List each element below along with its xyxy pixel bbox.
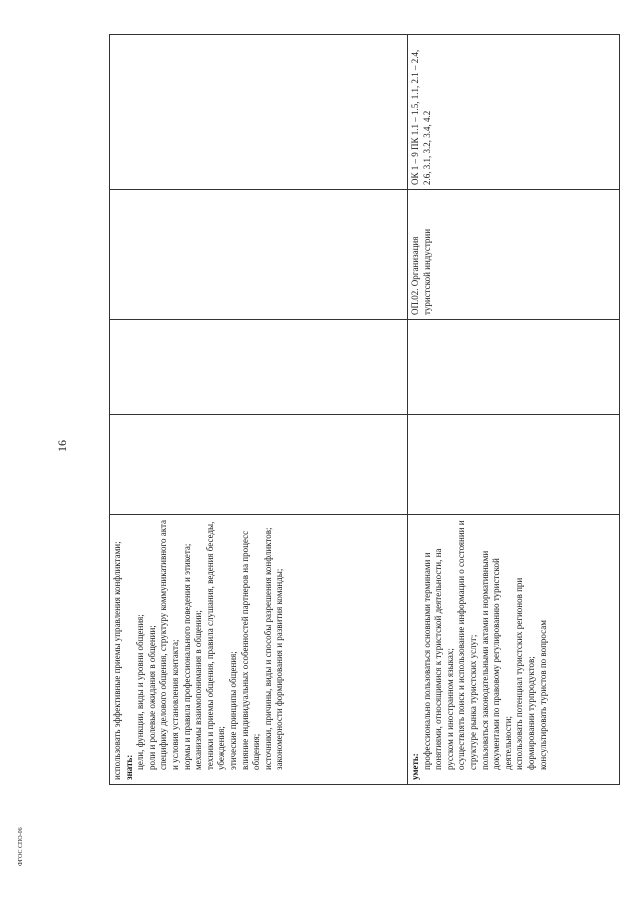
content-line: влияние индивидуальных особенностей партнеров на процесс общения;: [239, 530, 262, 770]
content-line: знать:: [123, 754, 134, 780]
content-line: этические принципы общения;: [227, 651, 238, 770]
content-line: цели, функции, виды и уровни общения;: [135, 614, 146, 770]
cell-empty: [110, 320, 408, 415]
page-number: 16: [55, 440, 69, 452]
content-line: роли и ролевые ожидания в общении;: [146, 625, 157, 770]
cell-discipline: ОП.02. Организация туристской индустрии: [408, 190, 620, 320]
cell-content-upper: [110, 515, 408, 785]
content-line: нормы и правила профессионального поведения и этикета;: [181, 543, 192, 770]
content-table: [109, 34, 620, 785]
content-line: использовать эффективные приемы управления конфликтами;: [112, 541, 122, 780]
cell-empty: [110, 190, 408, 320]
content-line: техники и приемы общения, правила слушания, ведения беседы, убеждения;: [204, 521, 227, 770]
content-line: механизмы взаимопонимания в общении;: [193, 610, 204, 770]
table-row-lower: [408, 35, 620, 785]
cell-competencies: ОК 1 – 9 ПК 1.1 – 1.5, 1.1, 2.1 – 2.4, 2.6, 3.1, 3.2, 3.4, 4.2: [408, 35, 620, 190]
content-line: осуществлять поиск и использование информации о состоянии и структуре рынка туристских услуг;: [456, 520, 478, 770]
footer-code: ФГОС СПО-06: [18, 827, 24, 866]
content-line: источники, причины, виды и способы разрешения конфликтов;: [262, 527, 273, 770]
cell-empty: [408, 320, 620, 415]
content-line: уметь:: [410, 753, 420, 780]
cell-empty: [408, 415, 620, 515]
cell-empty: [110, 35, 408, 190]
content-line: пользоваться законодательными актами и нормативными документами по правовому регулированию туристской деятельности;: [479, 550, 513, 770]
table-row-upper: [110, 35, 408, 785]
rotated-table: [109, 35, 619, 785]
content-line: консультировать туристов по вопросам: [537, 620, 548, 770]
content-line: закономерности формирования и развития команды;: [274, 568, 285, 770]
content-line: использовать потенциал туристских регионов при формировании турпродуктов;: [514, 577, 536, 770]
cell-empty: [110, 415, 408, 515]
content-line: профессионально пользоваться основными терминами и понятиями, относящимися к туристской деятельности, на русском и иностранном языках;: [421, 548, 455, 770]
content-line: специфику делового общения, структуру коммуникативного акта и условия установления контакта;: [158, 519, 180, 770]
cell-content-lower: [408, 515, 620, 785]
